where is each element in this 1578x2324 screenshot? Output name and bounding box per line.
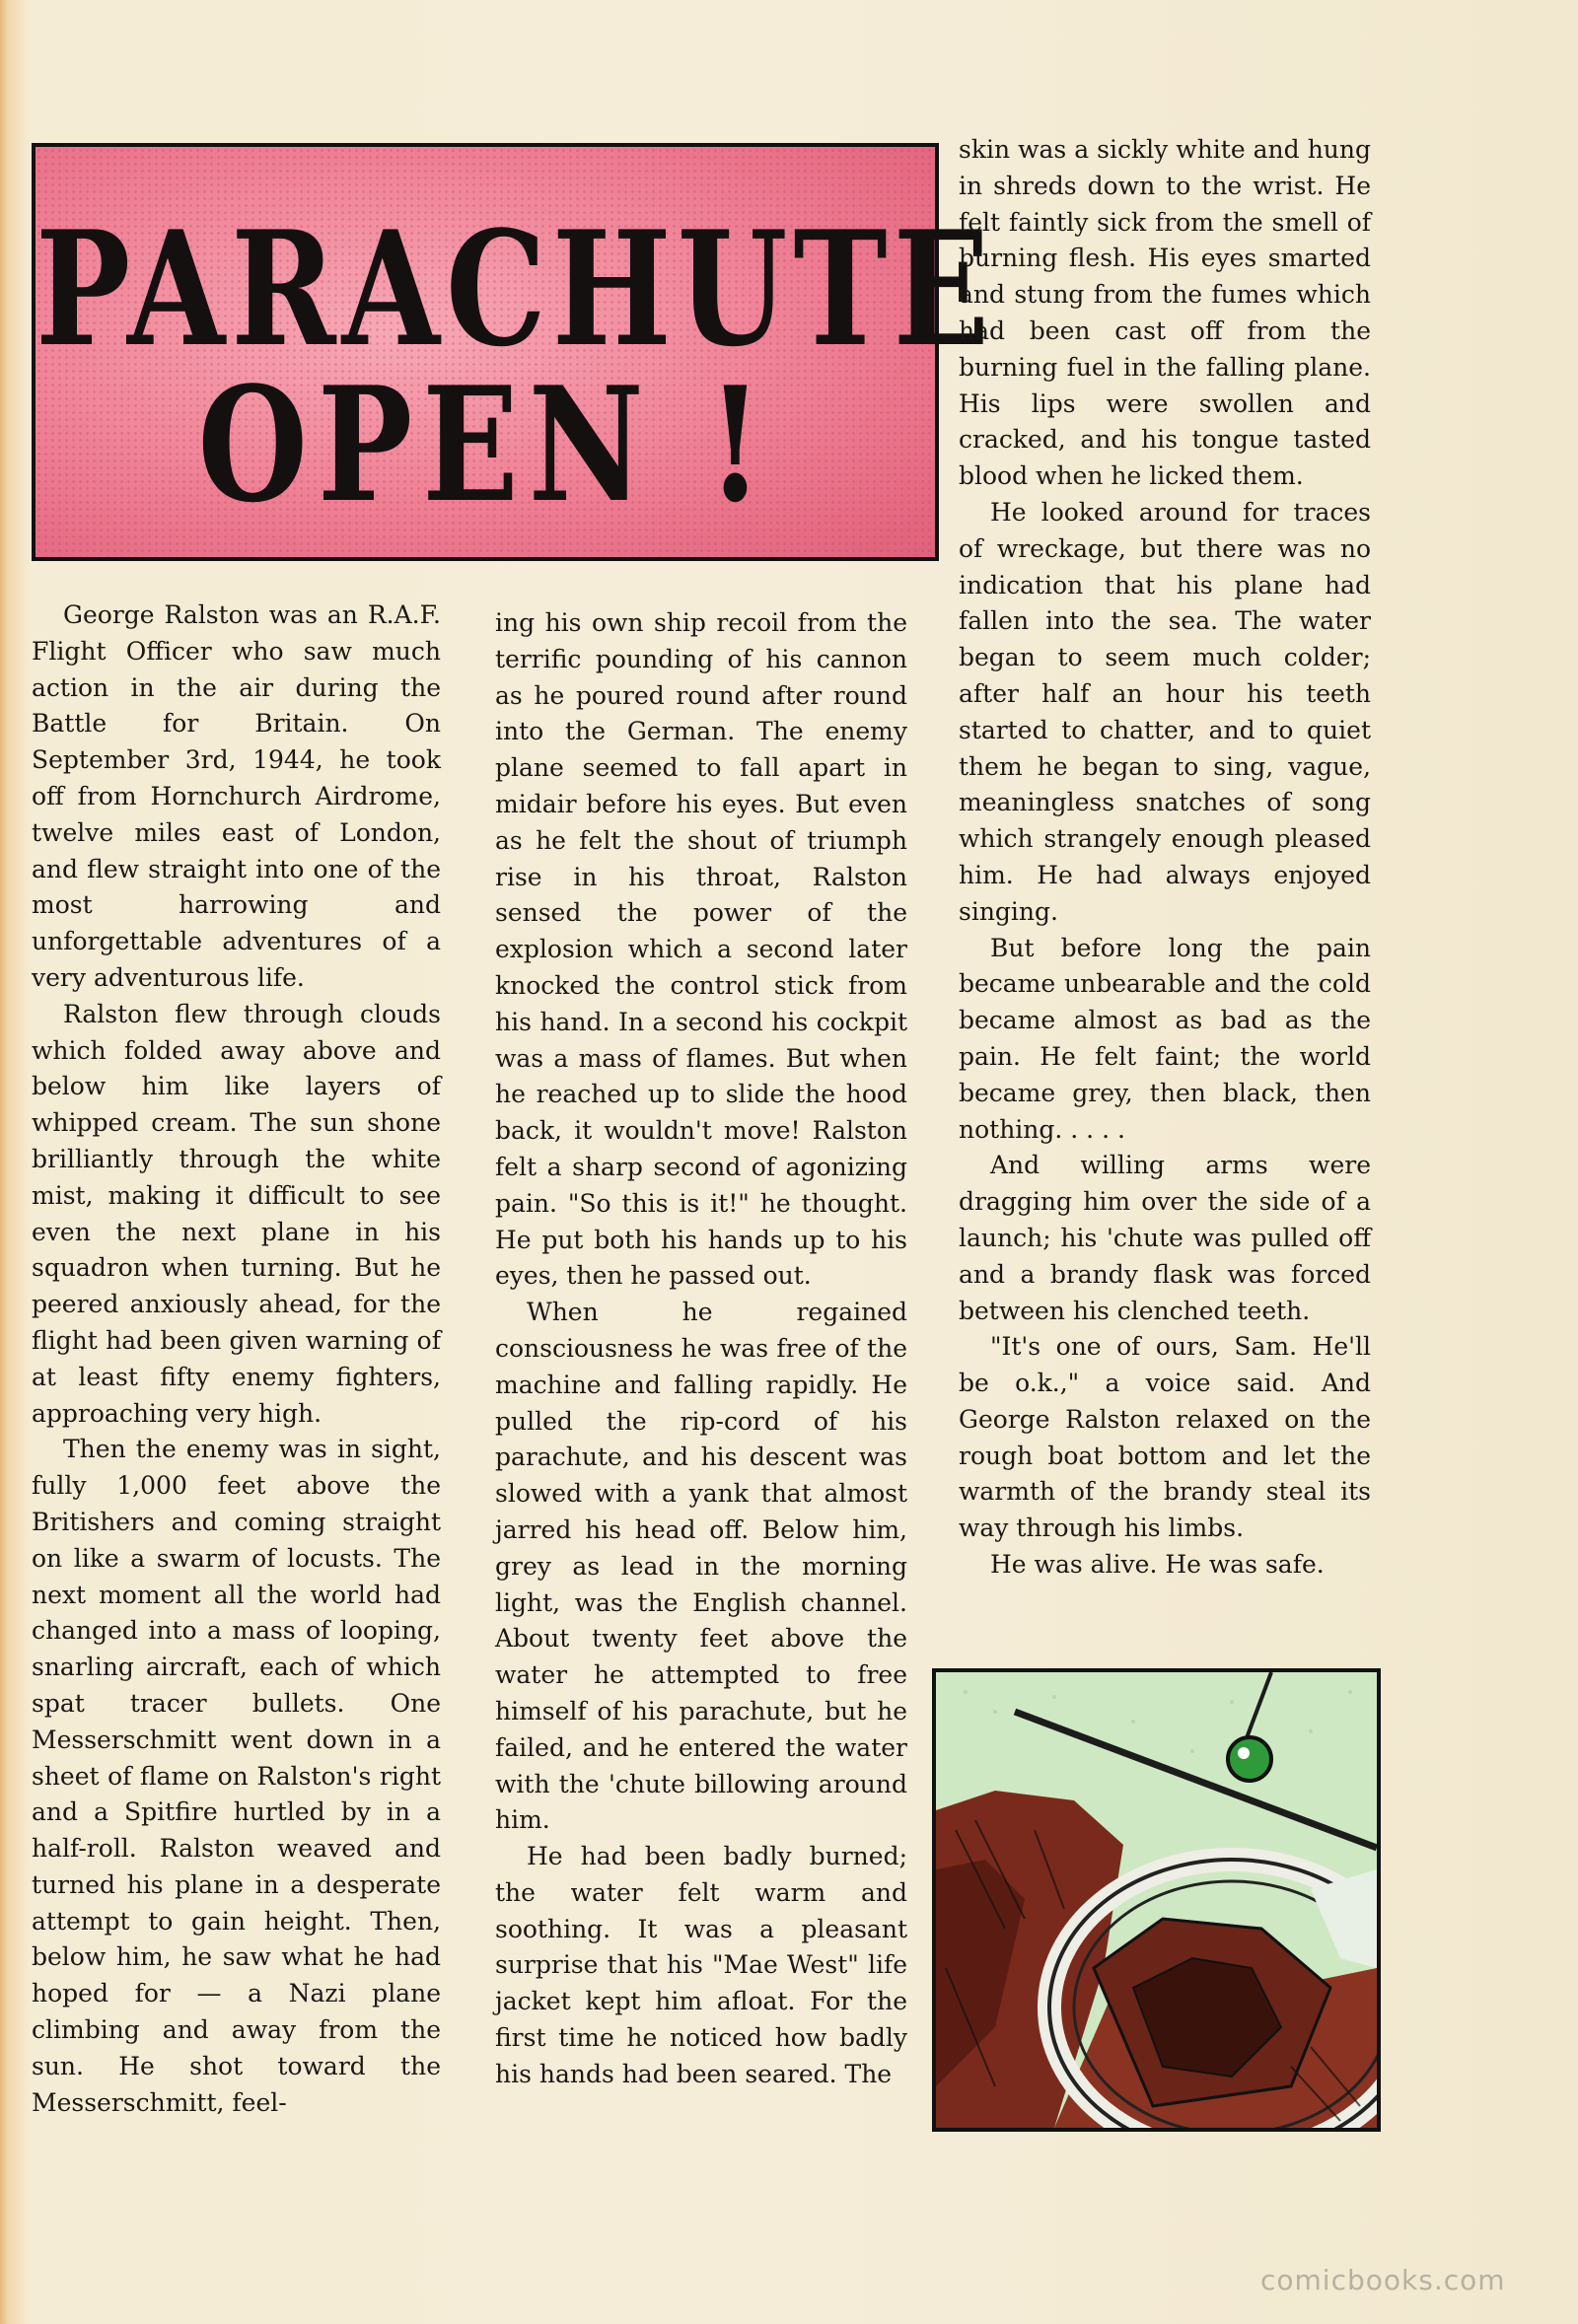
title-line-1: PARACHUTE (36, 197, 996, 383)
cockpit-illustration (932, 1668, 1381, 2132)
cockpit-illustration-art (936, 1672, 1377, 2128)
paragraph: ing his own ship recoil from the terrific pounding of his cannon as he poured round after round into the German. The enemy plane seemed to fall apart in midair before his eyes. But even as he felt the shout of triumph rise in his throat, Ralston sensed the power of the explosion which a second later knocked the control stick from his hand. In a second his cockpit was a mass of flames. But when he reached up to slide the hood back, it wouldn't move! Ralston felt a sharp second of agonizing pain. "So this is it!" he thought. He put both his hands up to his eyes, then he passed out. (495, 608, 907, 1291)
title-line-2: OPEN ! (197, 353, 773, 538)
text-column-3 (959, 132, 1371, 1584)
paragraph: "It's one of ours, Sam. He'll be o.k.," a voice said. And George Ralston relaxed on the rough boat bottom and let the warmth of the brandy steal its way through his limbs. (959, 1332, 1371, 1543)
text-column-1 (32, 598, 441, 2121)
paragraph: skin was a sickly white and hung in shreds down to the wrist. He felt faintly sick from the smell of burning flesh. His eyes smarted and stung from the fumes which had been cast off from the burning fuel in the falling plane. His lips were swollen and cracked, and his tongue tasted blood when he licked them. (959, 135, 1371, 491)
paragraph: He had been badly burned; the water felt warm and soothing. It was a pleasant surprise that his "Mae West" life jacket kept him afloat. For the first time he noticed how badly his hands had been seared. The (495, 1842, 907, 2088)
paragraph: But before long the pain became unbearable and the cold became almost as bad as the pain. He felt faint; the world became grey, then black, then nothing. . . . . (959, 933, 1371, 1144)
paragraph: And willing arms were dragging him over the side of a launch; his 'chute was pulled off and a brandy flask was forced between his clenched teeth. (959, 1151, 1371, 1325)
text-column-2 (495, 605, 907, 2093)
watermark: comicbooks.com (1260, 2264, 1506, 2296)
title-banner (32, 143, 996, 561)
paragraph: He was alive. He was safe. (990, 1550, 1325, 1580)
paragraph: When he regained consciousness he was free of the machine and falling rapidly. He pulled the rip-cord of his parachute, and his descent was slowed with a yank that almost jarred his head off. Below him, grey as lead in the morning light, was the English channel. About twenty feet above the water he attempted to free himself of his parachute, but he failed, and he entered the water with the 'chute billowing around him. (495, 1298, 907, 1835)
paragraph: He looked around for traces of wreckage, but there was no indication that his plane had fallen into the sea. The water began to seem much colder; after half an hour his teeth started to chatter, and to quiet them he began to sing, vague, meaningless snatches of song which strangely enough pleased him. He had always enjoyed singing. (959, 497, 1371, 926)
paragraph: Then the enemy was in sight, fully 1,000 feet above the Britishers and coming straight on like a swarm of locusts. The next moment all the world had changed into a mass of looping, snarling aircraft, each of which spat tracer bullets. One Messerschmitt went down in a sheet of flame on Ralston's right and a Spitfire hurtled by in a half-roll. Ralston weaved and turned his plane in a desperate attempt to gain height. Then, below him, he saw what he had hoped for — a Nazi plane climbing and away from the sun. He shot toward the Messerschmitt, feel- (32, 1435, 441, 2117)
paragraph: George Ralston was an R.A.F. Flight Officer who saw much action in the air during the Battle for Britain. On September 3rd, 1944, he took off from Hornchurch Airdrome, twelve miles east of London, and flew straight into one of the most harrowing and unforgettable adventures of a very adventurous life. (32, 600, 441, 992)
paragraph: Ralston flew through clouds which folded away above and below him like layers of whipped cream. The sun shone brilliantly through the white mist, making it difficult to see even the next plane in his squadron when turning. But he peered anxiously ahead, for the flight had been given warning of at least fifty enemy fighters, approaching very high. (32, 999, 441, 1428)
